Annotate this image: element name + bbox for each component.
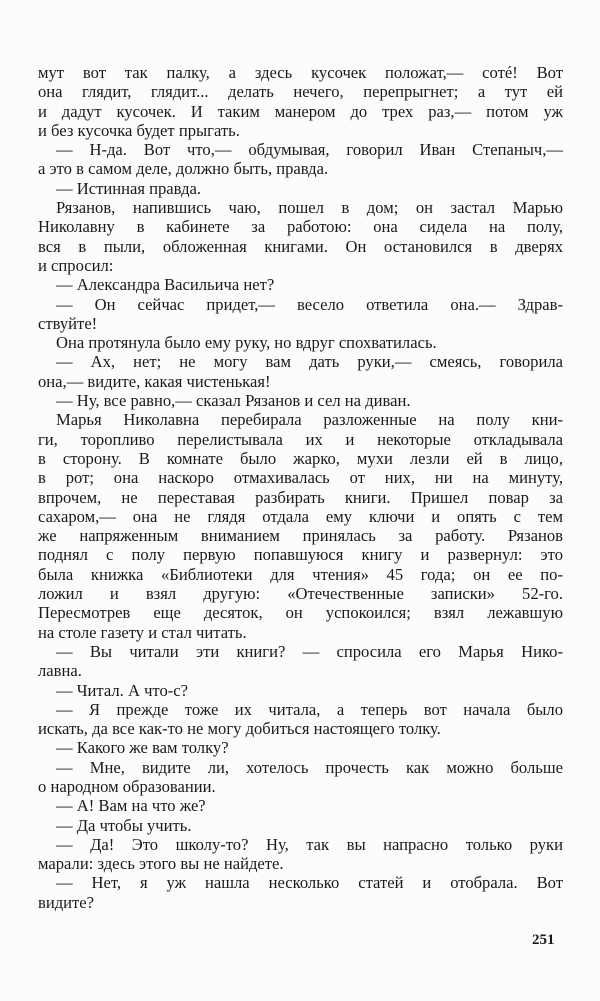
- text-line: мут вот так палку, а здесь кусочек положат,— сотé! Вот: [38, 63, 563, 82]
- text-line: — Ах, нет; не могу вам дать руки,— смеясь, говорила: [56, 352, 563, 372]
- text-line: — Он сейчас придет,— весело ответила она.— Здрав-: [56, 294, 563, 314]
- text-line: поднял с полу первую попавшуюся книгу и развернул: это: [38, 545, 563, 565]
- text-line: и без кусочка будет прыгать.: [38, 120, 240, 140]
- text-line: — Вы читали эти книги? — спросила его Марья Нико-: [56, 641, 563, 661]
- text-line: — Александра Васильича нет?: [56, 275, 275, 295]
- text-line: она глядит, глядит... делать нечего, перепрыгнет; а тут ей: [38, 82, 563, 102]
- text-line: Николавну в кабинете за работою: она сидела на полу,: [38, 217, 563, 237]
- text-line: впрочем, не переставая разбирать книги. Пришел повар за: [38, 487, 563, 507]
- page-number: 251: [532, 932, 555, 948]
- text-line: — Я прежде тоже их читала, а теперь вот начала было: [56, 699, 563, 719]
- text-line: Марья Николавна перебирала разложенные на полу кни-: [56, 410, 563, 430]
- text-line: вся в пыли, обложенная книгами. Он остановился в дверях: [38, 236, 563, 256]
- text-line: — Ну, все равно,— сказал Рязанов и сел на диван.: [56, 391, 411, 411]
- text-line: сахаром,— она не глядя отдала ему ключи и опять с тем: [38, 506, 563, 526]
- text-line: ложил и взял другую: «Отечественные записки» 52-го.: [38, 584, 563, 604]
- text-line: в сторону. В комнате было жарко, мухи лезли ей в лицо,: [38, 448, 563, 468]
- text-line: а это в самом деле, должно быть, правда.: [38, 159, 329, 179]
- text-line: — Читал. А что-с?: [56, 680, 189, 700]
- text-line: Пересмотрев еще десяток, он успокоился; взял лежавшую: [38, 603, 563, 623]
- text-line: ствуйте!: [38, 313, 98, 333]
- text-line: — Какого же вам толку?: [56, 738, 229, 758]
- text-line: — Мне, видите ли, хотелось прочесть как можно больше: [56, 757, 563, 777]
- text-line: видите?: [38, 892, 95, 912]
- text-line: — Да чтобы учить.: [56, 815, 192, 835]
- text-line: о народном образовании.: [38, 776, 216, 796]
- text-line: на столе газету и стал читать.: [38, 622, 247, 642]
- text-line: ги, торопливо перелистывала их и некоторые откладывала: [38, 429, 563, 449]
- text-line: же напряженным вниманием принялась за работу. Рязанов: [38, 526, 563, 546]
- text-line: она,— видите, какая чистенькая!: [38, 371, 271, 391]
- text-line: Рязанов, напившись чаю, пошел в дом; он застал Марью: [56, 198, 563, 218]
- text-line: лавна.: [38, 661, 82, 681]
- body-text: [38, 63, 563, 912]
- text-line: — Нет, я уж нашла несколько статей и отобрала. Вот: [56, 873, 563, 893]
- text-line: и дадут кусочек. И таким манером до трех раз,— потом уж: [38, 101, 563, 121]
- text-line: — Да! Это школу-то? Ну, так вы напрасно только руки: [56, 834, 563, 854]
- text-line: была книжка «Библиотеки для чтения» 45 года; он ее по-: [38, 564, 563, 584]
- text-line: — Истинная правда.: [56, 178, 202, 198]
- text-line: и спросил:: [38, 255, 114, 275]
- text-line: искать, да все как-то не могу добиться настоящего толку.: [38, 719, 441, 739]
- text-line: — А! Вам на что же?: [56, 796, 206, 816]
- text-line: — Н-да. Вот что,— обдумывая, говорил Иван Степаныч,—: [56, 140, 563, 160]
- text-line: марали: здесь этого вы не найдете.: [38, 854, 284, 874]
- text-line: Она протянула было ему руку, но вдруг спохватилась.: [56, 333, 437, 353]
- text-line: в рот; она наскоро отмахивалась от них, ни на минуту,: [38, 468, 563, 488]
